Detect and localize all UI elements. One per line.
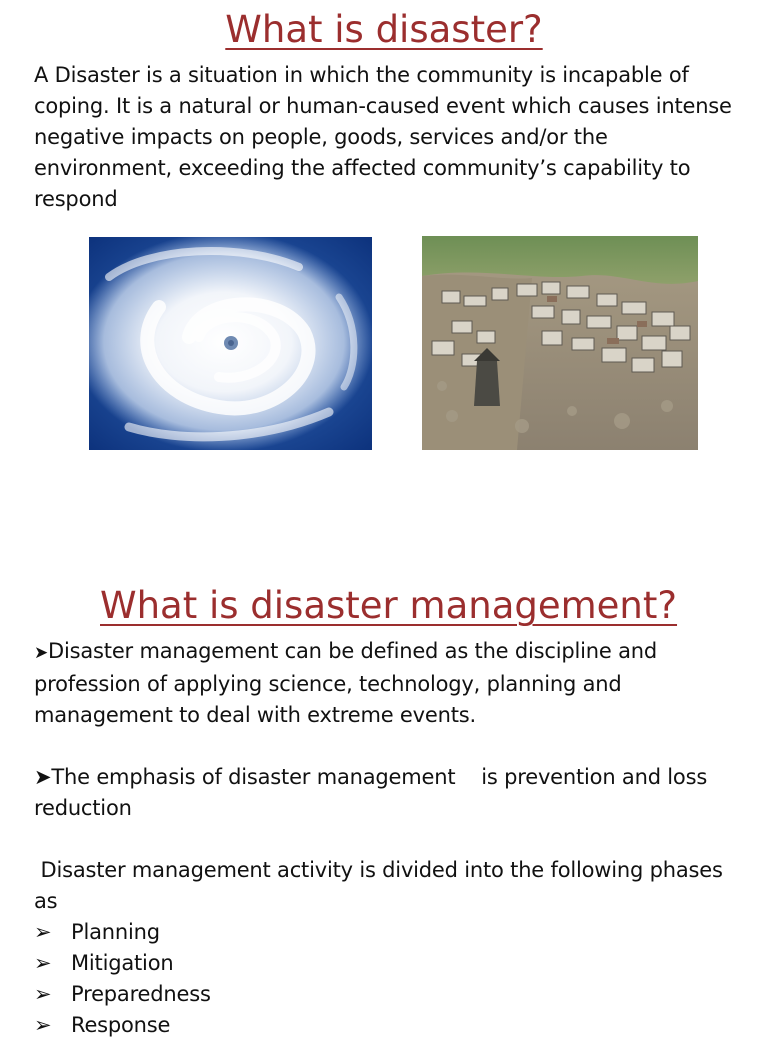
paragraph-line: management to deal with extreme events. [34, 703, 476, 727]
paragraph-line: as [34, 889, 58, 913]
paragraph-line: A Disaster is a situation in which the community is incapable of [34, 63, 689, 87]
heading-what-is-disaster: What is disaster? [225, 8, 543, 51]
disaster-management-body [34, 636, 734, 1041]
heading-what-is-disaster-management: What is disaster management? [100, 584, 678, 627]
paragraph-line: profession of applying science, technology, planning and [34, 672, 622, 696]
phase-item-response [34, 1010, 734, 1041]
cyclone-image [89, 237, 372, 450]
bullet-line [34, 762, 734, 793]
phase-item-planning [34, 917, 734, 948]
arrow-bullet-icon: ➢ [34, 982, 52, 1006]
paragraph-line: respond [34, 187, 118, 211]
bullet-line [34, 636, 734, 669]
arrow-bullet-icon: ➢ [34, 1013, 52, 1037]
paragraph-line: environment, exceeding the affected community’s capability to [34, 156, 691, 180]
phase-label: Preparedness [71, 982, 211, 1006]
phase-item-mitigation [34, 948, 734, 979]
arrow-bullet-icon: ➤ [34, 765, 52, 789]
arrow-bullet-icon: ➢ [34, 951, 52, 975]
phase-label: Mitigation [71, 951, 174, 975]
bullet-text: The emphasis of disaster management is prevention and loss [51, 765, 708, 789]
phase-label: Response [71, 1013, 171, 1037]
flood-town-image [422, 236, 698, 450]
spacer [34, 731, 734, 762]
paragraph-line: coping. It is a natural or human-caused event which causes intense [34, 94, 732, 118]
arrow-bullet-icon: ➢ [34, 920, 52, 944]
phase-item-preparedness [34, 979, 734, 1010]
phase-label: Planning [71, 920, 160, 944]
spacer [34, 824, 734, 855]
paragraph-line: Disaster management activity is divided into the following phases [34, 858, 723, 882]
paragraph-line: negative impacts on people, goods, services and/or the [34, 125, 608, 149]
bullet-text: Disaster management can be defined as the discipline and [48, 639, 657, 663]
disaster-definition-paragraph [34, 60, 734, 215]
paragraph-line: reduction [34, 796, 132, 820]
arrow-bullet-icon: ➤ [34, 643, 49, 663]
